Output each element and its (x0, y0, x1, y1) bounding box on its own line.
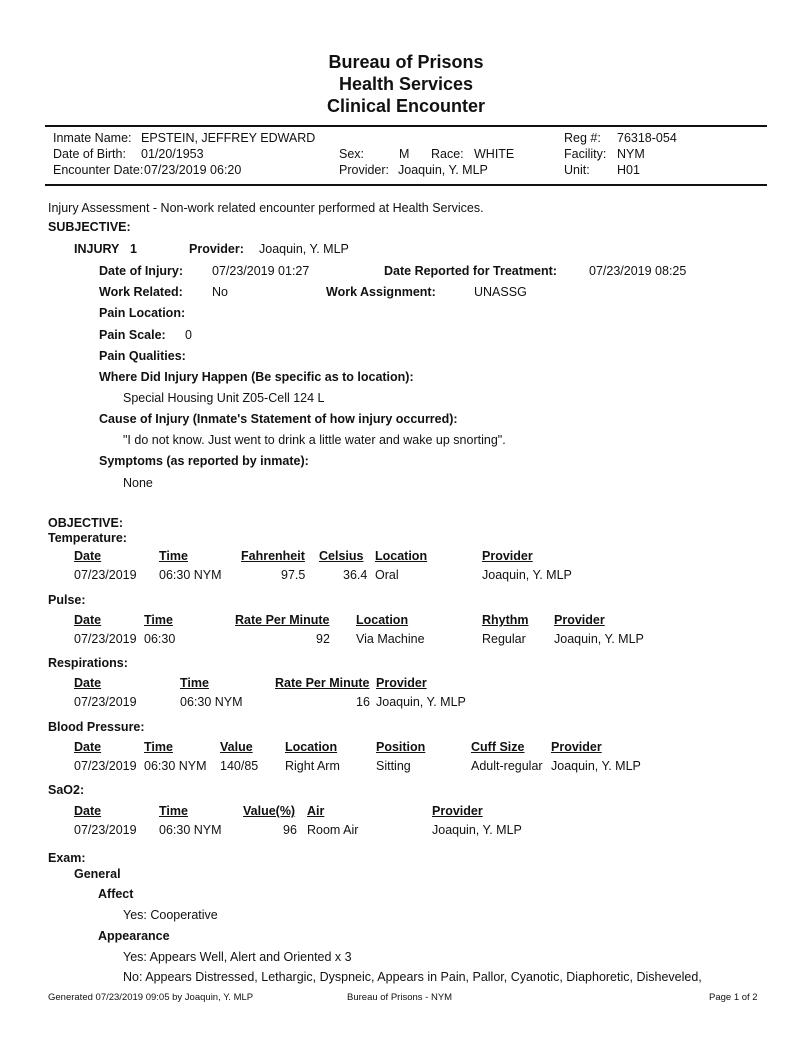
bp-value: 140/85 (220, 759, 259, 773)
pulse-header-time: Time (144, 613, 173, 627)
work-related-label: Work Related: (99, 285, 183, 299)
bp-location: Right Arm (285, 759, 340, 773)
resp-header-time: Time (180, 676, 209, 690)
bp-time: 06:30 NYM (144, 759, 207, 773)
sao2-value: 96 (283, 823, 297, 837)
provider-label: Provider: (339, 163, 390, 177)
sao2-header-value: Value(%) (243, 804, 296, 818)
temp-header-time: Time (159, 549, 188, 563)
sao2-header-provider: Provider (432, 804, 483, 818)
resp-date: 07/23/2019 (74, 695, 137, 709)
sao2-header-time: Time (159, 804, 188, 818)
pulse-location: Via Machine (356, 632, 425, 646)
sao2-header-air: Air (307, 804, 325, 818)
exam-appearance-no: No: Appears Distressed, Lethargic, Dyspneic, Appears in Pain, Pallor, Cyanotic, Diaphoretic, Disheveled, (123, 970, 702, 984)
document-subtitle-health-services: Health Services (338, 74, 474, 94)
date-of-injury-value: 07/23/2019 01:27 (212, 264, 310, 278)
temp-header-fahrenheit: Fahrenheit (241, 549, 305, 563)
work-assignment-value: UNASSG (474, 285, 527, 299)
bp-header-time: Time (144, 740, 173, 754)
date-reported-label: Date Reported for Treatment: (384, 264, 557, 278)
sao2-provider: Joaquin, Y. MLP (432, 823, 522, 837)
bp-header-location: Location (285, 740, 338, 754)
pulse-header-date: Date (74, 613, 102, 627)
resp-time: 06:30 NYM (180, 695, 243, 709)
sao2-label: SaO2: (48, 783, 85, 797)
resp-provider: Joaquin, Y. MLP (376, 695, 466, 709)
respirations-label: Respirations: (48, 656, 128, 670)
temp-header-location: Location (375, 549, 428, 563)
date-reported-value: 07/23/2019 08:25 (589, 264, 687, 278)
subjective-heading: SUBJECTIVE: (48, 220, 131, 234)
temp-fahrenheit: 97.5 (281, 568, 306, 582)
pulse-header-location: Location (356, 613, 409, 627)
exam-label: Exam: (48, 851, 86, 865)
cause-injury-label: Cause of Injury (Inmate's Statement of how injury occurred): (99, 412, 458, 426)
facility-value: NYM (617, 147, 645, 161)
temp-location: Oral (375, 568, 399, 582)
encounter-date-value: 07/23/2019 06:20 (144, 163, 242, 177)
unit-value: H01 (617, 163, 640, 177)
pulse-header-provider: Provider (554, 613, 605, 627)
pulse-provider: Joaquin, Y. MLP (554, 632, 644, 646)
symptoms-value: None (123, 476, 153, 490)
symptoms-label: Symptoms (as reported by inmate): (99, 454, 309, 468)
temp-provider: Joaquin, Y. MLP (482, 568, 572, 582)
bp-date: 07/23/2019 (74, 759, 137, 773)
bp-position: Sitting (376, 759, 411, 773)
dob-value: 01/20/1953 (141, 147, 204, 161)
resp-header-date: Date (74, 676, 102, 690)
reg-label: Reg #: (564, 131, 601, 145)
work-assignment-label: Work Assignment: (326, 285, 436, 299)
temp-time: 06:30 NYM (159, 568, 222, 582)
temp-header-provider: Provider (482, 549, 533, 563)
exam-affect-label: Affect (98, 887, 134, 901)
pain-scale-label: Pain Scale: (99, 328, 166, 342)
race-value: WHITE (474, 147, 515, 161)
pulse-rate: 92 (316, 632, 330, 646)
bp-header-value: Value (220, 740, 253, 754)
work-related-value: No (212, 285, 228, 299)
where-injury-value: Special Housing Unit Z05-Cell 124 L (123, 391, 325, 405)
temp-date: 07/23/2019 (74, 568, 137, 582)
pulse-time: 06:30 (144, 632, 176, 646)
provider-value: Joaquin, Y. MLP (398, 163, 488, 177)
bp-header-date: Date (74, 740, 102, 754)
header-top-rule (45, 125, 767, 127)
bp-cuff-size: Adult-regular (471, 759, 543, 773)
injury-number: 1 (130, 242, 137, 256)
where-injury-label: Where Did Injury Happen (Be specific as to location): (99, 370, 414, 384)
encounter-date-label: Encounter Date: (53, 163, 144, 177)
footer-center: Bureau of Prisons - NYM (347, 992, 453, 1003)
pain-qualities-label: Pain Qualities: (99, 349, 186, 363)
temp-header-celsius: Celsius (319, 549, 364, 563)
dob-label: Date of Birth: (53, 147, 126, 161)
pulse-header-rate: Rate Per Minute (235, 613, 330, 627)
sao2-time: 06:30 NYM (159, 823, 222, 837)
reg-value: 76318-054 (617, 131, 677, 145)
pain-location-label: Pain Location: (99, 306, 186, 320)
injury-provider-label: Provider: (189, 242, 244, 256)
temp-celsius: 36.4 (343, 568, 368, 582)
sex-label: Sex: (339, 147, 365, 161)
resp-header-provider: Provider (376, 676, 427, 690)
pain-scale-value: 0 (185, 328, 192, 342)
inmate-name-label: Inmate Name: (53, 131, 132, 145)
resp-header-rate: Rate Per Minute (275, 676, 370, 690)
bp-header-position: Position (376, 740, 426, 754)
exam-general-label: General (74, 867, 121, 881)
footer-generated: Generated 07/23/2019 09:05 by Joaquin, Y. MLP (48, 992, 254, 1003)
temperature-label: Temperature: (48, 531, 127, 545)
unit-label: Unit: (564, 163, 590, 177)
race-label: Race: (431, 147, 464, 161)
pulse-header-rhythm: Rhythm (482, 613, 529, 627)
bp-header-cuff-size: Cuff Size (471, 740, 525, 754)
cause-injury-value: "I do not know. Just went to drink a little water and wake up snorting". (123, 433, 506, 447)
temp-header-date: Date (74, 549, 102, 563)
inmate-name: EPSTEIN, JEFFREY EDWARD (141, 131, 316, 145)
resp-rate: 16 (356, 695, 370, 709)
document-subtitle-clinical-encounter: Clinical Encounter (326, 96, 486, 116)
injury-label: INJURY (74, 242, 120, 256)
injury-provider-value: Joaquin, Y. MLP (259, 242, 349, 256)
exam-appearance-yes: Yes: Appears Well, Alert and Oriented x 3 (123, 950, 352, 964)
exam-affect-yes: Yes: Cooperative (123, 908, 218, 922)
pulse-rhythm: Regular (482, 632, 526, 646)
sao2-date: 07/23/2019 (74, 823, 137, 837)
date-of-injury-label: Date of Injury: (99, 264, 184, 278)
objective-heading: OBJECTIVE: (48, 516, 124, 530)
bp-provider: Joaquin, Y. MLP (551, 759, 641, 773)
encounter-intro: Injury Assessment - Non-work related encounter performed at Health Services. (48, 201, 484, 215)
pulse-date: 07/23/2019 (74, 632, 137, 646)
header-bottom-rule (45, 184, 767, 186)
facility-label: Facility: (564, 147, 607, 161)
footer-page-number: Page 1 of 2 (709, 992, 758, 1003)
sao2-header-date: Date (74, 804, 102, 818)
pulse-label: Pulse: (48, 593, 86, 607)
bp-header-provider: Provider (551, 740, 602, 754)
document-title: Bureau of Prisons (328, 52, 484, 72)
blood-pressure-label: Blood Pressure: (48, 720, 145, 734)
exam-appearance-label: Appearance (98, 929, 170, 943)
sex-value: M (399, 147, 410, 161)
sao2-air: Room Air (307, 823, 359, 837)
